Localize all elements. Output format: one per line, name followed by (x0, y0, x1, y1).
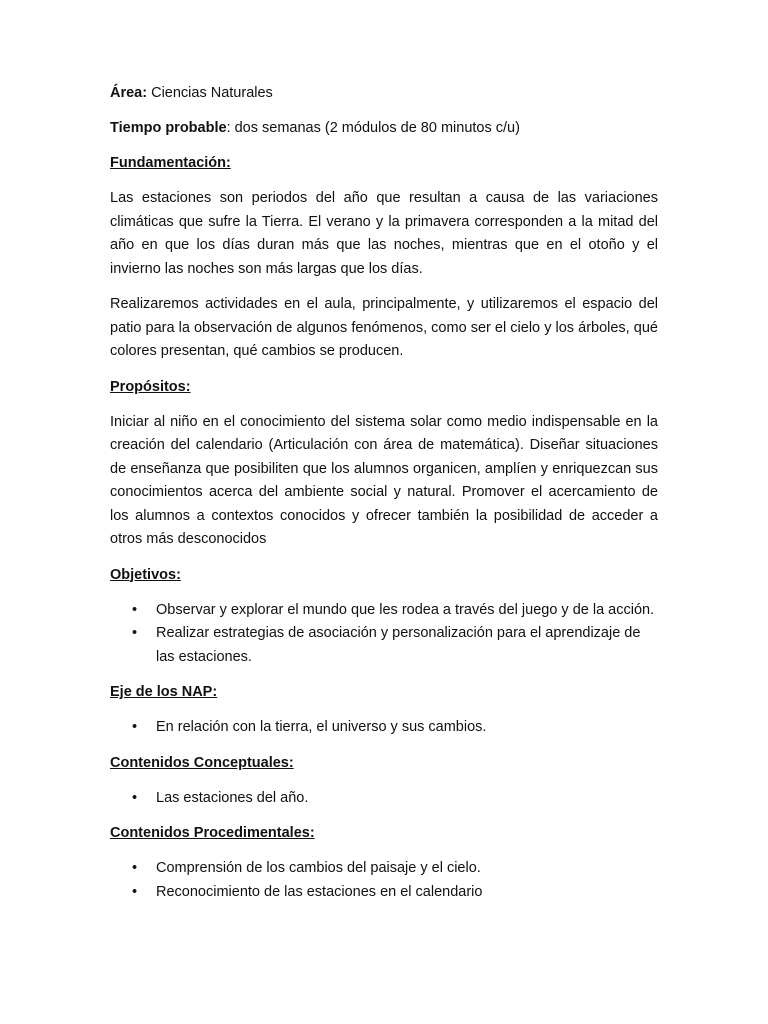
list-item (110, 787, 658, 811)
list-item (110, 599, 658, 623)
bullet-icon: • (132, 789, 138, 806)
list-item-text: Reconocimiento de las estaciones en el calendario (156, 883, 483, 900)
list-item (110, 857, 658, 881)
list-item (110, 622, 658, 669)
contenidos-conceptuales-list (110, 787, 658, 811)
tiempo-label: Tiempo probable (110, 120, 227, 136)
tiempo-line (110, 117, 658, 140)
objetivos-heading: Objetivos: (110, 566, 181, 583)
bullet-icon: • (132, 719, 138, 735)
area-value: Ciencias Naturales (147, 85, 273, 101)
list-item (110, 716, 658, 740)
list-item-text: Comprensión de los cambios del paisaje y el cielo. (156, 860, 481, 876)
tiempo-value: : dos semanas (2 módulos de 80 minutos c/u) (226, 120, 520, 136)
document-page (110, 82, 658, 904)
list-item (110, 881, 658, 905)
bullet-icon: • (132, 601, 138, 618)
contenidos-procedimentales-heading: Contenidos Procedimentales: (110, 825, 315, 841)
bullet-icon: • (132, 860, 138, 876)
bullet-icon: • (132, 883, 138, 900)
fundamentacion-heading: Fundamentación: (110, 155, 231, 171)
fundamentacion-paragraph-1: Las estaciones son periodos del año que resultan a causa de las variaciones climáticas que sufre la Tierra. El verano y la primavera corresponden a la mitad del año en que los días duran más que las noches, mientras que en el otoño y el invierno las noches son más largas que los días. (110, 190, 658, 277)
list-item-text: En relación con la tierra, el universo y sus cambios. (156, 719, 487, 735)
eje-nap-list (110, 716, 658, 740)
propositos-paragraph: Iniciar al niño en el conocimiento del sistema solar como medio indispensable en la creación del calendario (Articulación con área de matemática). Diseñar situaciones de enseñanza que posibiliten que los alumnos organicen, amplíen y enriquezcan sus conocimientos acerca del ambiente social y natural. Promover el acercamiento de los alumnos a contextos conocidos y ofrecer también la posibilidad de acceder a otros más desconocidos (110, 413, 658, 547)
list-item-text: Observar y explorar el mundo que les rodea a través del juego y de la acción. (156, 601, 655, 618)
eje-nap-heading: Eje de los NAP: (110, 684, 218, 700)
area-label: Área: (110, 85, 148, 101)
fundamentacion-paragraph-2: Realizaremos actividades en el aula, principalmente, y utilizaremos el espacio del patio para la observación de algunos fenómenos, como ser el cielo y los árboles, qué colores presentan, qué cambios se producen. (110, 296, 658, 359)
list-item-text: Realizar estrategias de asociación y personalización para el aprendizaje de las estaciones. (156, 625, 641, 665)
area-line (110, 82, 658, 105)
contenidos-procedimentales-list (110, 857, 658, 904)
contenidos-conceptuales-heading: Contenidos Conceptuales: (110, 754, 294, 771)
bullet-icon: • (132, 625, 138, 641)
objetivos-list (110, 599, 658, 670)
propositos-heading: Propósitos: (110, 378, 191, 395)
list-item-text: Las estaciones del año. (156, 789, 309, 806)
